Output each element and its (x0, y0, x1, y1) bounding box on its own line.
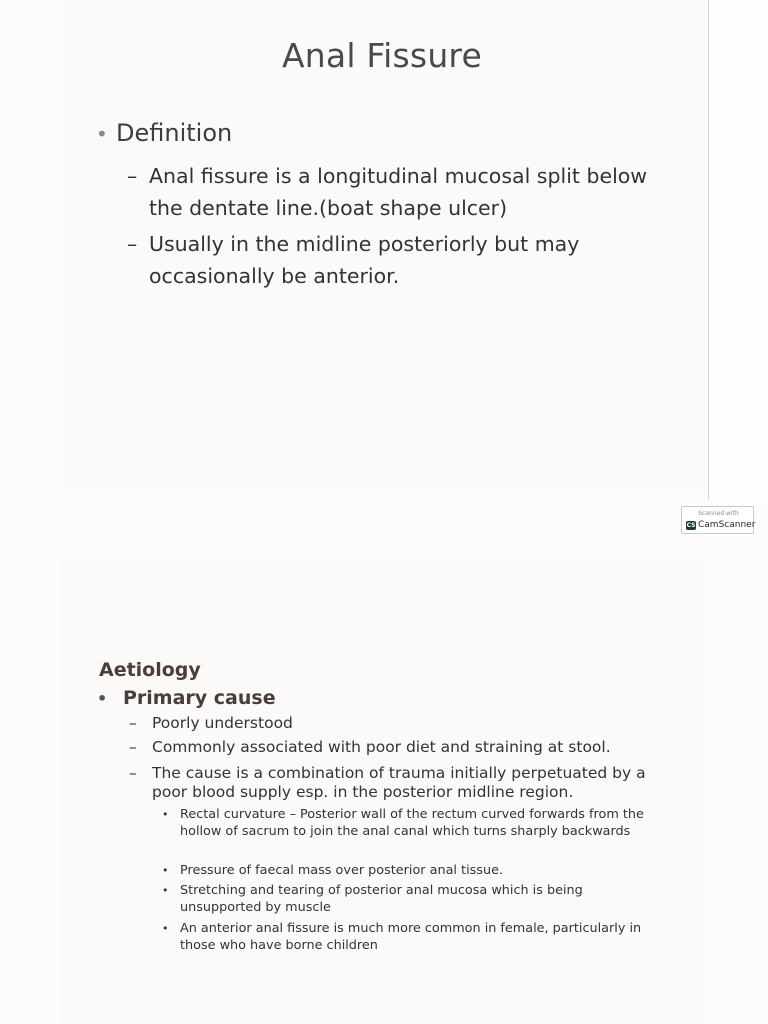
primary-cause-bullet (97, 687, 276, 709)
watermark-brand: CamScanner (698, 520, 756, 530)
cause-subpoint-text: An anterior anal fissure is much more common in female, particularly in those who have borne children (180, 921, 642, 953)
cause-point-1 (129, 714, 669, 733)
cause-subpoint-text: Pressure of faecal mass over posterior anal tissue. (180, 863, 504, 878)
definition-label: Definition (116, 119, 233, 147)
cause-subpoint-1 (162, 806, 662, 840)
slide-title: Anal Fissure (282, 36, 482, 75)
cause-subpoint-text: Stretching and tearing of posterior anal mucosa which is being unsupported by muscle (180, 883, 583, 915)
dash-marker: – (129, 764, 137, 782)
bullet-dot: • (162, 864, 169, 877)
cause-point-text: The cause is a combination of trauma initially perpetuated by a poor blood supply esp. in the posterior midline region. (152, 764, 646, 801)
cause-subpoint-3 (162, 882, 662, 916)
bullet-dot: • (162, 922, 169, 935)
bullet-dot: • (97, 689, 108, 708)
bullet-dot: • (96, 122, 108, 146)
cause-subpoint-2 (162, 862, 662, 879)
definition-point-2 (127, 228, 667, 292)
camscanner-logo-icon: CS (686, 522, 696, 529)
dash-marker: – (129, 714, 137, 732)
page-margin (709, 0, 768, 500)
primary-cause-label: Primary cause (123, 687, 276, 709)
cause-point-text: Commonly associated with poor diet and straining at stool. (152, 738, 611, 756)
cause-subpoint-text: Rectal curvature – Posterior wall of the rectum curved forwards from the hollow of sacrum to join the anal canal which turns sharply backwards (180, 807, 644, 839)
definition-bullet (96, 119, 232, 147)
cause-point-text: Poorly understood (152, 714, 293, 732)
dash-marker: – (129, 738, 137, 756)
slide-edge-divider (708, 0, 709, 500)
bullet-dot: • (162, 884, 169, 897)
camscanner-watermark (681, 506, 754, 534)
bullet-dot: • (162, 808, 169, 821)
dash-marker: – (127, 232, 138, 256)
cause-point-2 (129, 738, 669, 757)
definition-point-1 (127, 160, 667, 224)
definition-point-text: Anal fissure is a longitudinal mucosal split below the dentate line.(boat shape ulcer) (149, 164, 648, 220)
definition-point-text: Usually in the midline posteriorly but may occasionally be anterior. (149, 232, 580, 288)
cause-point-3 (129, 764, 669, 802)
aetiology-heading: Aetiology (99, 659, 201, 681)
cause-subpoint-4 (162, 920, 662, 954)
watermark-caption: Scanned with (698, 510, 739, 517)
dash-marker: – (127, 164, 138, 188)
